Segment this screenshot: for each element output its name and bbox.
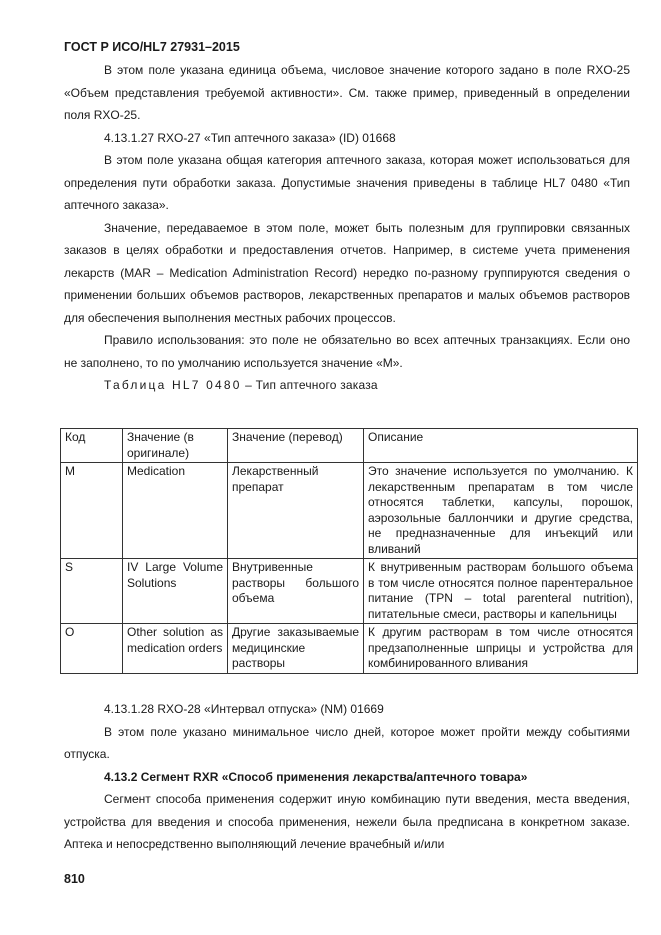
table-row — [61, 624, 638, 674]
paragraph: В этом поле указана единица объема, числовое значение которого задано в поле RXO-25 «Объем представления требуемой активности». См. также пример, приведенный в определении поля RXO-25. — [64, 63, 630, 122]
cell-translation: Лекарственный препарат — [228, 463, 364, 559]
table-caption — [64, 374, 630, 397]
table-caption-title: – Тип аптечного заказа — [241, 378, 378, 392]
section-heading-bold: 4.13.2 Сегмент RXR «Способ применения лекарства/аптечного товара» — [104, 769, 528, 784]
header-description: Описание — [364, 429, 638, 463]
document-header: ГОСТ Р ИСО/HL7 27931–2015 — [64, 40, 240, 54]
table-header-row — [61, 429, 638, 463]
paragraph: Сегмент способа применения содержит иную комбинацию пути введения, места введения, устройства для введения и способа применения, нежели была предписана в конкретном заказе. Аптека и непосредственно выполняющий лечение врачебный и/или — [64, 792, 630, 851]
cell-code: O — [61, 624, 123, 674]
cell-translation: Внутривенные растворы большого объема — [228, 559, 364, 624]
cell-code: S — [61, 559, 123, 624]
header-translation: Значение (перевод) — [228, 429, 364, 463]
header-original: Значение (в оригинале) — [123, 429, 228, 463]
header-code: Код — [61, 429, 123, 463]
section-heading: 4.13.1.28 RXO-28 «Интервал отпуска» (NM) 01669 — [104, 702, 384, 716]
cell-description: Это значение используется по умолчанию. К лекарственным препаратам в том числе относятся таблетки, капсулы, порошок, аэрозольные баллончики и другие средства, не предназначенные для инъекций или вливаний — [364, 463, 638, 559]
paragraph: В этом поле указана общая категория аптечного заказа, которая может использоваться для определения пути обработки заказа. Допустимые значения приведены в таблице HL7 0480 «Тип аптечного заказа». — [64, 153, 630, 212]
page-number: 810 — [64, 872, 85, 886]
cell-original: IV Large Volume Solutions — [123, 559, 228, 624]
cell-description: К внутривенным растворам большого объема в том числе относятся полное парентеральное питание (TPN – total parenteral nutrition), питательные смеси, растворы и капельницы — [364, 559, 638, 624]
cell-original: Medication — [123, 463, 228, 559]
table-row — [61, 559, 638, 624]
cell-original: Other solution as medication orders — [123, 624, 228, 674]
paragraph: Значение, передаваемое в этом поле, может быть полезным для группировки связанных заказов в целях обработки и предоставления отчетов. Например, в системе учета применения лекарств (MAR – Medication Administration Record) нередко по-разному группируются сведения о применении больших объемов растворов, лекарственных препаратов и малых объемов растворов для обеспечения выполнения местных рабочих процессов. — [64, 220, 630, 325]
cell-code: M — [61, 463, 123, 559]
pharmacy-order-type-table — [60, 428, 638, 674]
text-block-bottom — [64, 698, 630, 856]
table-caption-prefix: Таблица HL7 0480 — [104, 378, 242, 392]
cell-description: К другим растворам в том числе относятся предзаполненные шприцы и устройства для комбинированного вливания — [364, 624, 638, 674]
text-block-top — [64, 59, 630, 397]
table-row — [61, 463, 638, 559]
cell-translation: Другие заказываемые медицинские растворы — [228, 624, 364, 674]
paragraph: Правило использования: это поле не обязательно во всех аптечных транзакциях. Если оно не заполнено, то по умолчанию используется значение «M». — [64, 333, 630, 370]
paragraph: В этом поле указано минимальное число дней, которое может пройти между событиями отпуска. — [64, 724, 630, 761]
section-heading: 4.13.1.27 RXO-27 «Тип аптечного заказа» (ID) 01668 — [104, 130, 396, 145]
